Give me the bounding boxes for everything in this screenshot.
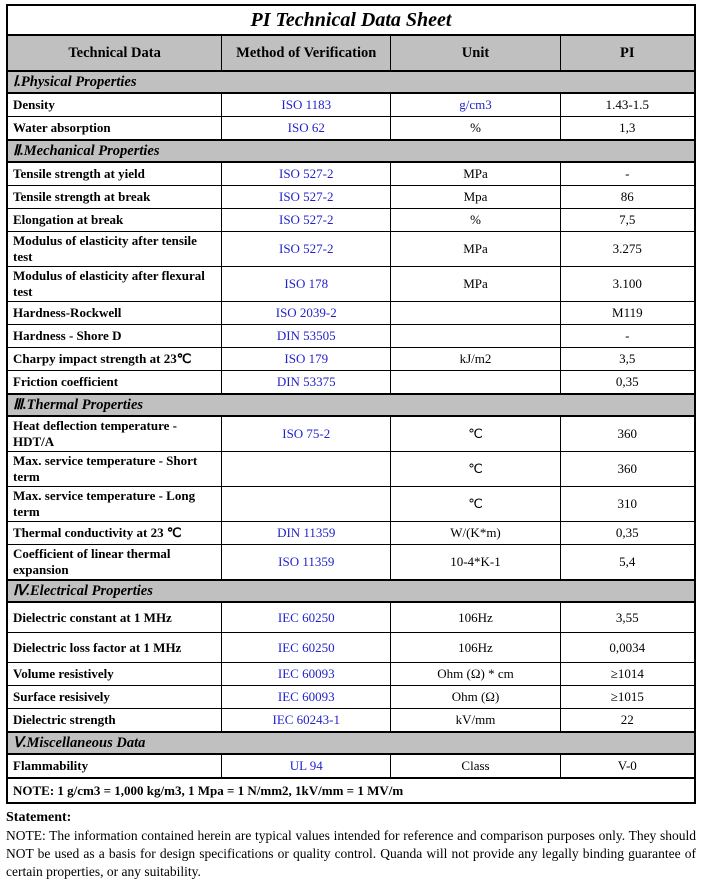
method-cell: IEC 60250 [222, 633, 391, 663]
method-cell: IEC 60243-1 [222, 709, 391, 733]
pi-cell: 0,35 [560, 522, 695, 545]
column-header-technical-data: Technical Data [7, 35, 222, 71]
note-row [7, 778, 695, 803]
property-cell: Charpy impact strength at 23℃ [7, 348, 222, 371]
statement-block [6, 804, 696, 880]
property-cell: Coefficient of linear thermal expansion [7, 545, 222, 581]
unit-cell: ℃ [391, 452, 560, 487]
table-row [7, 348, 695, 371]
table-row [7, 209, 695, 232]
method-cell: DIN 53375 [222, 371, 391, 395]
pi-cell: 0,0034 [560, 633, 695, 663]
property-cell: Hardness-Rockwell [7, 302, 222, 325]
table-row [7, 302, 695, 325]
table-row [7, 452, 695, 487]
table-row [7, 522, 695, 545]
table-row [7, 545, 695, 581]
method-cell [222, 487, 391, 522]
method-cell: ISO 11359 [222, 545, 391, 581]
pi-cell: 360 [560, 416, 695, 452]
section-header-row [7, 580, 695, 602]
method-cell: ISO 527-2 [222, 186, 391, 209]
pi-cell: 3,55 [560, 602, 695, 633]
unit-cell [391, 302, 560, 325]
property-cell: Water absorption [7, 117, 222, 141]
property-cell: Thermal conductivity at 23 ℃ [7, 522, 222, 545]
column-header-pi: PI [560, 35, 695, 71]
pi-cell: V-0 [560, 754, 695, 778]
method-cell: ISO 178 [222, 267, 391, 302]
unit-cell: ℃ [391, 487, 560, 522]
method-cell: UL 94 [222, 754, 391, 778]
property-cell: Max. service temperature - Long term [7, 487, 222, 522]
method-cell: ISO 179 [222, 348, 391, 371]
pi-cell: ≥1015 [560, 686, 695, 709]
pi-cell: 22 [560, 709, 695, 733]
property-cell: Friction coefficient [7, 371, 222, 395]
table-row [7, 93, 695, 117]
section-label: Ⅲ.Thermal Properties [7, 394, 695, 416]
unit-cell: MPa [391, 232, 560, 267]
property-cell: Heat deflection temperature - HDT/A [7, 416, 222, 452]
unit-cell: MPa [391, 162, 560, 186]
table-body [7, 71, 695, 803]
table-row [7, 663, 695, 686]
note-text: NOTE: 1 g/cm3 = 1,000 kg/m3, 1 Mpa = 1 N/mm2, 1kV/mm = 1 MV/m [7, 778, 695, 803]
table-row [7, 325, 695, 348]
table-row [7, 186, 695, 209]
title-row [7, 5, 695, 35]
pi-cell: 0,35 [560, 371, 695, 395]
property-cell: Flammability [7, 754, 222, 778]
property-cell: Dielectric strength [7, 709, 222, 733]
pi-cell: 1.43-1.5 [560, 93, 695, 117]
unit-cell: % [391, 209, 560, 232]
column-header-unit: Unit [391, 35, 560, 71]
unit-cell [391, 325, 560, 348]
unit-cell: MPa [391, 267, 560, 302]
table-row [7, 754, 695, 778]
table-row [7, 232, 695, 267]
pi-cell: - [560, 325, 695, 348]
method-cell: ISO 527-2 [222, 209, 391, 232]
property-cell: Tensile strength at break [7, 186, 222, 209]
unit-cell: W/(K*m) [391, 522, 560, 545]
table-row [7, 267, 695, 302]
method-cell: ISO 1183 [222, 93, 391, 117]
property-cell: Max. service temperature - Short term [7, 452, 222, 487]
property-cell: Modulus of elasticity after flexural test [7, 267, 222, 302]
unit-cell: Ohm (Ω) [391, 686, 560, 709]
property-cell: Surface resisively [7, 686, 222, 709]
table-row [7, 487, 695, 522]
unit-cell: kV/mm [391, 709, 560, 733]
property-cell: Modulus of elasticity after tensile test [7, 232, 222, 267]
table-row [7, 602, 695, 633]
method-cell: DIN 11359 [222, 522, 391, 545]
unit-cell: 106Hz [391, 633, 560, 663]
page-title: PI Technical Data Sheet [7, 5, 695, 35]
table-row [7, 633, 695, 663]
method-cell: ISO 2039-2 [222, 302, 391, 325]
unit-cell: Ohm (Ω) * cm [391, 663, 560, 686]
property-cell: Dielectric constant at 1 MHz [7, 602, 222, 633]
unit-cell [391, 371, 560, 395]
property-cell: Hardness - Shore D [7, 325, 222, 348]
method-cell: IEC 60093 [222, 686, 391, 709]
method-cell: DIN 53505 [222, 325, 391, 348]
section-header-row [7, 140, 695, 162]
unit-cell: ℃ [391, 416, 560, 452]
pi-cell: 310 [560, 487, 695, 522]
unit-cell: 10-4*K-1 [391, 545, 560, 581]
table-row [7, 371, 695, 395]
technical-data-table [6, 4, 696, 804]
pi-cell: 3.100 [560, 267, 695, 302]
pi-cell: - [560, 162, 695, 186]
property-cell: Elongation at break [7, 209, 222, 232]
column-header-method: Method of Verification [222, 35, 391, 71]
table-row [7, 416, 695, 452]
column-header-row [7, 35, 695, 71]
method-cell: IEC 60093 [222, 663, 391, 686]
pi-cell: 3,5 [560, 348, 695, 371]
unit-cell: % [391, 117, 560, 141]
table-row [7, 117, 695, 141]
method-cell [222, 452, 391, 487]
unit-cell: g/cm3 [391, 93, 560, 117]
table-row [7, 162, 695, 186]
property-cell: Dielectric loss factor at 1 MHz [7, 633, 222, 663]
table-row [7, 686, 695, 709]
pi-cell: 3.275 [560, 232, 695, 267]
section-header-row [7, 394, 695, 416]
unit-cell: 106Hz [391, 602, 560, 633]
statement-heading: Statement: [6, 810, 72, 825]
pi-cell: M119 [560, 302, 695, 325]
pi-cell: 5,4 [560, 545, 695, 581]
unit-cell: Mpa [391, 186, 560, 209]
section-header-row [7, 732, 695, 754]
section-label: Ⅴ.Miscellaneous Data [7, 732, 695, 754]
section-label: Ⅳ.Electrical Properties [7, 580, 695, 602]
property-cell: Tensile strength at yield [7, 162, 222, 186]
pi-cell: 7,5 [560, 209, 695, 232]
method-cell: ISO 75-2 [222, 416, 391, 452]
pi-cell: 86 [560, 186, 695, 209]
method-cell: IEC 60250 [222, 602, 391, 633]
property-cell: Density [7, 93, 222, 117]
method-cell: ISO 527-2 [222, 162, 391, 186]
statement-body: NOTE: The information contained herein are typical values intended for reference and comparison purposes only. They should NOT be used as a basis for design specifications or quality control. Quanda will not provide any legally binding guarantee of certain properties, or any suitability. [6, 828, 696, 879]
table-row [7, 709, 695, 733]
unit-cell: kJ/m2 [391, 348, 560, 371]
method-cell: ISO 527-2 [222, 232, 391, 267]
unit-cell: Class [391, 754, 560, 778]
pi-cell: 1,3 [560, 117, 695, 141]
section-label: Ⅰ.Physical Properties [7, 71, 695, 93]
section-label: Ⅱ.Mechanical Properties [7, 140, 695, 162]
method-cell: ISO 62 [222, 117, 391, 141]
section-header-row [7, 71, 695, 93]
pi-cell: ≥1014 [560, 663, 695, 686]
pi-cell: 360 [560, 452, 695, 487]
property-cell: Volume resistively [7, 663, 222, 686]
